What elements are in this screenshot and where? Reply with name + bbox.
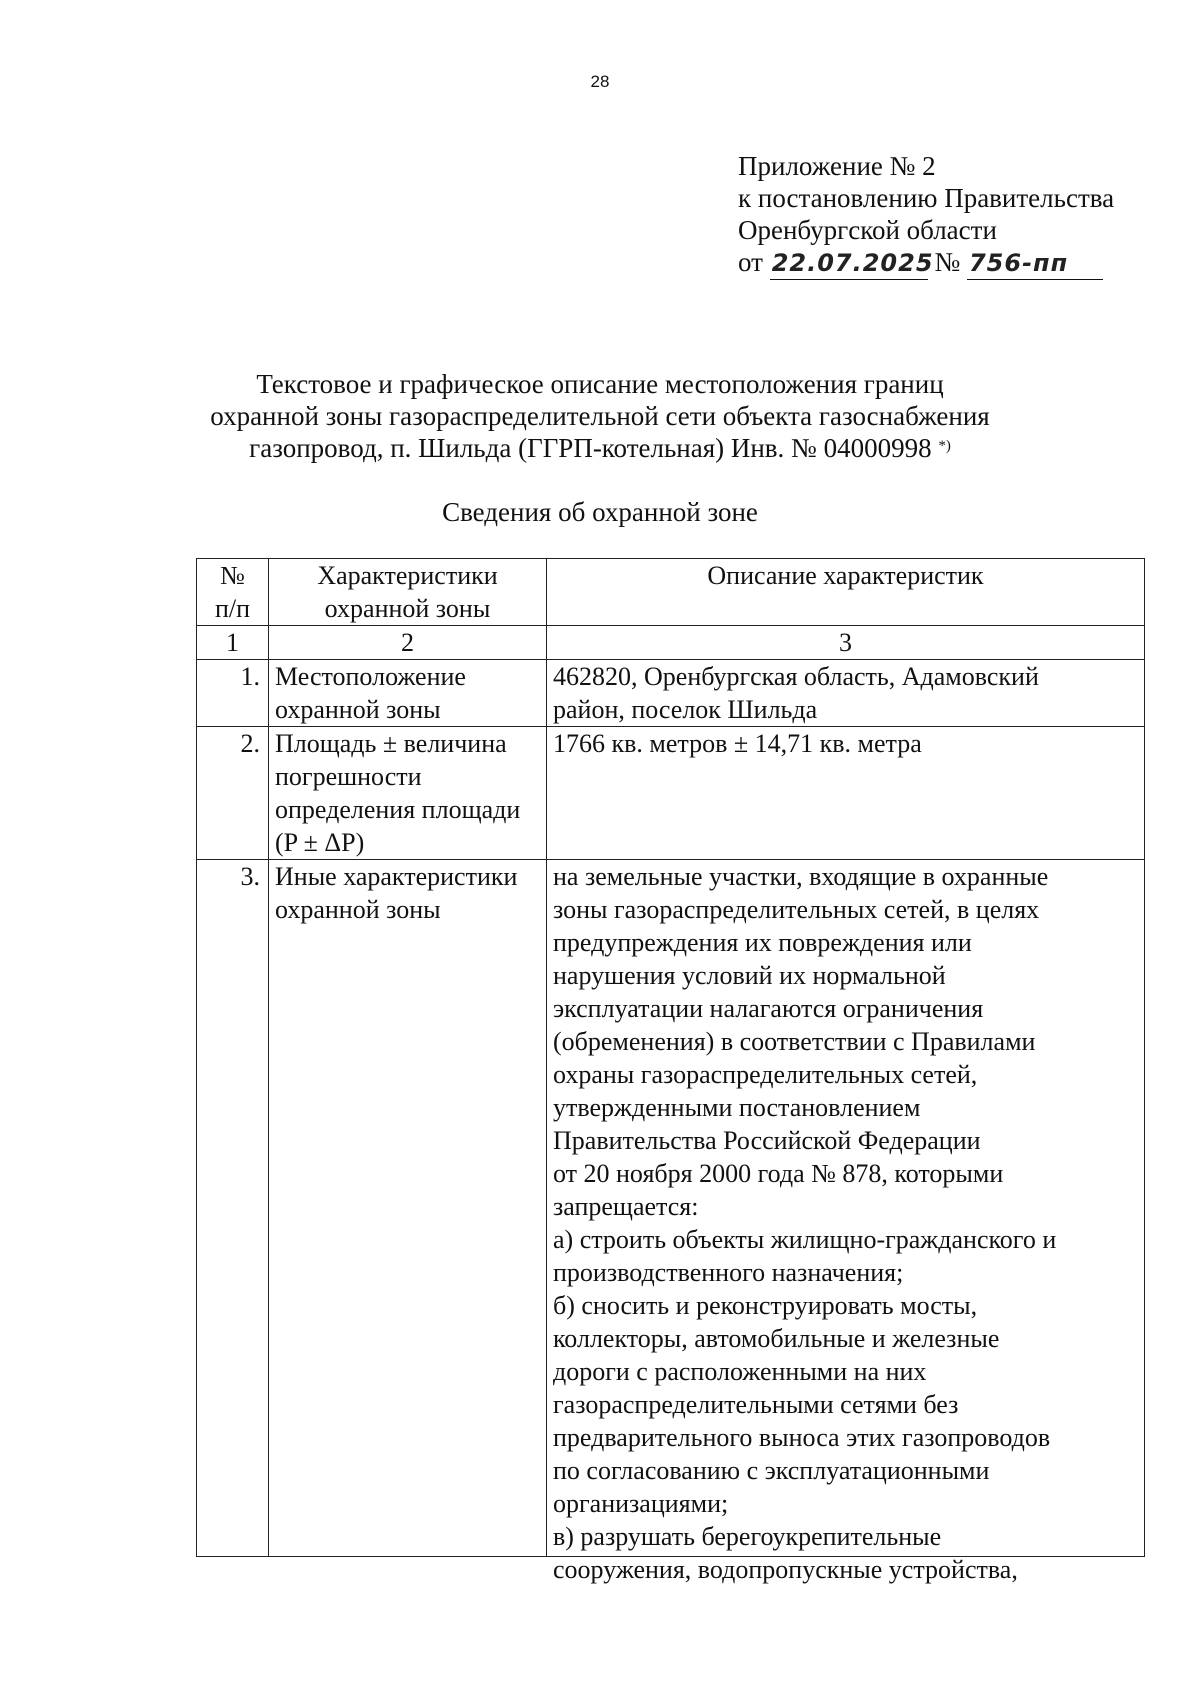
header-num-line-1: № (220, 561, 245, 590)
header-char (269, 559, 547, 626)
row-desc-line: нарушения условий их нормальной (553, 961, 946, 990)
header-char-line-1: Характеристики (317, 561, 498, 590)
row-num: 1. (197, 660, 269, 727)
row-char (269, 660, 547, 727)
header-char-line-2: охранной зоны (324, 594, 491, 623)
row-desc-line: по согласованию с эксплуатационными (553, 1456, 990, 1485)
row-desc-line: эксплуатации налагаются ограничения (553, 994, 984, 1023)
row-char-line: охранной зоны (275, 695, 441, 724)
row-desc-line: а) строить объекты жилищно-гражданского и (553, 1225, 1057, 1254)
section-subtitle: Сведения об охранной зоне (442, 497, 758, 527)
row-num: 2. (197, 727, 269, 860)
row-char-line: Иные характеристики (275, 862, 518, 891)
handwritten-number: 756-пп (967, 247, 1103, 280)
appendix-date-line (738, 246, 1114, 280)
handwritten-date: 22.07.2025 (770, 247, 928, 280)
row-char-line: определения площади (275, 795, 521, 824)
row-char-line: (P ± ΔP) (275, 828, 365, 857)
footnote-mark: *) (938, 438, 951, 454)
row-desc-line: 1766 кв. метров ± 14,71 кв. метра (553, 729, 922, 758)
title-line-1: Текстовое и графическое описание местоположения границ (256, 369, 944, 399)
table-row (197, 860, 1145, 1557)
row-desc-line: организациями; (553, 1489, 729, 1518)
number-prefix: № (934, 247, 961, 277)
title-line-2: охранной зоны газораспределительной сети объекта газоснабжения (210, 401, 990, 431)
row-desc-line: коллекторы, автомобильные и железные (553, 1324, 1000, 1353)
row-desc (547, 727, 1145, 860)
row-desc-line: запрещается: (553, 1192, 699, 1221)
col-number-3: 3 (547, 626, 1145, 660)
document-title (0, 368, 1200, 464)
row-char-line: охранной зоны (275, 895, 441, 924)
row-desc-line: производственного назначения; (553, 1258, 904, 1287)
table-row (197, 660, 1145, 727)
column-number-row (197, 626, 1145, 660)
row-desc-line: предварительного выноса этих газопроводов (553, 1423, 1051, 1452)
row-desc-line: в) разрушать берегоукрепительные (553, 1522, 942, 1551)
row-desc-line: утвержденными постановлением (553, 1093, 921, 1122)
row-desc (547, 860, 1145, 1584)
header-num (197, 559, 269, 626)
row-desc-line: (обременения) в соответствии с Правилами (553, 1027, 1036, 1056)
row-desc-line: зоны газораспределительных сетей, в целях (553, 895, 1040, 924)
table-header-row (197, 559, 1145, 626)
row-char-line: Площадь ± величина (275, 729, 507, 758)
row-desc-line: Правительства Российской Федерации (553, 1126, 981, 1155)
row-char-line: Местоположение (275, 662, 466, 691)
row-num: 3. (197, 860, 269, 1557)
col-number-1: 1 (197, 626, 269, 660)
date-prefix: от (738, 247, 763, 277)
row-desc-line: сооружения, водопропускные устройства, (553, 1555, 1018, 1584)
row-desc-line: предупреждения их повреждения или (553, 928, 972, 957)
page-number: 28 (590, 72, 610, 91)
table-row (197, 727, 1145, 860)
row-desc-line: на земельные участки, входящие в охранные (553, 862, 1049, 891)
row-char (269, 727, 547, 860)
appendix-line-2: к постановлению Правительства (738, 183, 1115, 213)
appendix-line-1: Приложение № 2 (738, 151, 936, 181)
row-desc-line: дороги с расположенными на них (553, 1357, 927, 1386)
appendix-block (738, 150, 1114, 280)
zone-info-table (196, 558, 1145, 1584)
row-desc-line: район, поселок Шильда (553, 695, 818, 724)
appendix-line-3: Оренбургской области (738, 215, 997, 245)
row-desc-line: газораспределительными сетями без (553, 1390, 959, 1419)
header-num-line-2: п/п (214, 594, 251, 623)
row-desc-line: 462820, Оренбургская область, Адамовский (553, 662, 1039, 691)
title-line-3 (0, 432, 1200, 464)
row-char-line: погрешности (275, 762, 422, 791)
row-desc-line: б) сносить и реконструировать мосты, (553, 1291, 978, 1320)
row-desc-line: от 20 ноября 2000 года № 878, которыми (553, 1159, 1004, 1188)
row-desc (547, 660, 1145, 727)
col-number-2: 2 (269, 626, 547, 660)
header-desc: Описание характеристик (547, 559, 1145, 626)
row-char (269, 860, 547, 1557)
row-desc-line: охраны газораспределительных сетей, (553, 1060, 978, 1089)
row-desc-lines (553, 860, 1138, 1584)
title-line-3-text: газопровод, п. Шильда (ГГРП-котельная) Инв. № 04000998 (249, 433, 932, 463)
